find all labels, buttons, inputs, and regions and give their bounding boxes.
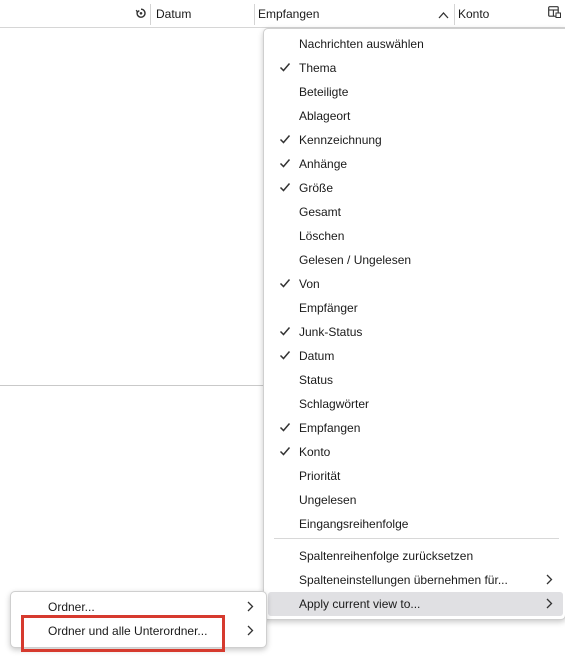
menu-item-column-toggle[interactable] (268, 392, 563, 416)
checkmark-icon (279, 445, 293, 459)
menu-item-reset-column-order[interactable] (268, 544, 563, 568)
menu-item-column-toggle[interactable] (268, 248, 563, 272)
menu-item-label: Eingangsreihenfolge (299, 517, 409, 531)
menu-item-label: Priorität (299, 469, 341, 483)
chevron-right-icon (546, 574, 553, 588)
menu-item-label: Gelesen / Ungelesen (299, 253, 412, 267)
menu-item-label: Spaltenreihenfolge zurücksetzen (299, 549, 474, 563)
column-picker-menu (263, 28, 565, 620)
chevron-right-icon (546, 598, 553, 612)
column-picker-icon[interactable] (548, 6, 561, 21)
menu-item-column-toggle[interactable] (268, 488, 563, 512)
column-separator[interactable] (454, 4, 455, 25)
menu-item-label: Status (299, 373, 334, 387)
checkmark-icon (279, 157, 293, 171)
thread-icon[interactable] (135, 7, 147, 23)
menu-item-label: Schlagwörter (299, 397, 370, 411)
pane-divider (0, 385, 263, 386)
menu-item-column-toggle[interactable] (268, 176, 563, 200)
sort-ascending-icon (438, 8, 449, 22)
menu-item-label: Junk-Status (299, 325, 363, 339)
menu-item-label: Nachrichten auswählen (299, 37, 424, 51)
menu-separator (274, 538, 559, 539)
menu-item-label: Gesamt (299, 205, 342, 219)
submenu-item-label: Ordner... (48, 600, 95, 614)
menu-item-label: Kennzeichnung (299, 133, 382, 147)
menu-item-apply-current-view[interactable] (268, 592, 563, 616)
menu-item-label: Empfangen (299, 421, 361, 435)
menu-item-column-toggle[interactable] (268, 440, 563, 464)
menu-item-label: Größe (299, 181, 334, 195)
menu-item-label: Datum (299, 349, 335, 363)
menu-item-label: Empfänger (299, 301, 358, 315)
checkmark-icon (279, 325, 293, 339)
menu-item-column-toggle[interactable] (268, 512, 563, 536)
menu-item-label: Thema (299, 61, 337, 75)
checkmark-icon (279, 277, 293, 291)
submenu-item-label: Ordner und alle Unterordner... (48, 624, 208, 638)
menu-item-column-toggle[interactable] (268, 56, 563, 80)
menu-item-column-toggle[interactable] (268, 128, 563, 152)
thread-pane-column-header (0, 0, 565, 28)
menu-item-column-toggle[interactable] (268, 320, 563, 344)
menu-item-column-toggle[interactable] (268, 152, 563, 176)
menu-item-label: Ablageort (299, 109, 351, 123)
column-header-date[interactable]: Datum (156, 7, 192, 21)
menu-item-column-toggle[interactable] (268, 80, 563, 104)
chevron-right-icon (247, 601, 254, 615)
menu-item-column-toggle[interactable] (268, 296, 563, 320)
menu-item-column-toggle[interactable] (268, 272, 563, 296)
checkmark-icon (279, 133, 293, 147)
menu-item-column-toggle[interactable] (268, 224, 563, 248)
column-header-received[interactable]: Empfangen (258, 7, 320, 21)
menu-item-label: Spalteneinstellungen übernehmen für... (299, 573, 508, 587)
menu-item-apply-column-settings[interactable] (268, 568, 563, 592)
annotation-highlight-box (21, 615, 225, 652)
checkmark-icon (279, 181, 293, 195)
menu-item-label: Anhänge (299, 157, 348, 171)
chevron-right-icon (247, 625, 254, 639)
menu-item-label: Beteiligte (299, 85, 349, 99)
checkmark-icon (279, 349, 293, 363)
column-separator[interactable] (150, 4, 151, 25)
menu-item-label: Von (299, 277, 320, 291)
menu-item-column-toggle[interactable] (268, 464, 563, 488)
column-header-account[interactable]: Konto (458, 7, 490, 21)
checkmark-icon (279, 421, 293, 435)
menu-item-label: Ungelesen (299, 493, 357, 507)
menu-item-label: Konto (299, 445, 331, 459)
menu-item-label: Löschen (299, 229, 345, 243)
column-separator[interactable] (254, 4, 255, 25)
checkmark-icon (279, 61, 293, 75)
menu-item-column-toggle[interactable] (268, 32, 563, 56)
menu-item-column-toggle[interactable] (268, 416, 563, 440)
menu-item-column-toggle[interactable] (268, 104, 563, 128)
menu-item-label: Apply current view to... (299, 597, 421, 611)
menu-item-column-toggle[interactable] (268, 200, 563, 224)
menu-item-column-toggle[interactable] (268, 344, 563, 368)
menu-item-column-toggle[interactable] (268, 368, 563, 392)
